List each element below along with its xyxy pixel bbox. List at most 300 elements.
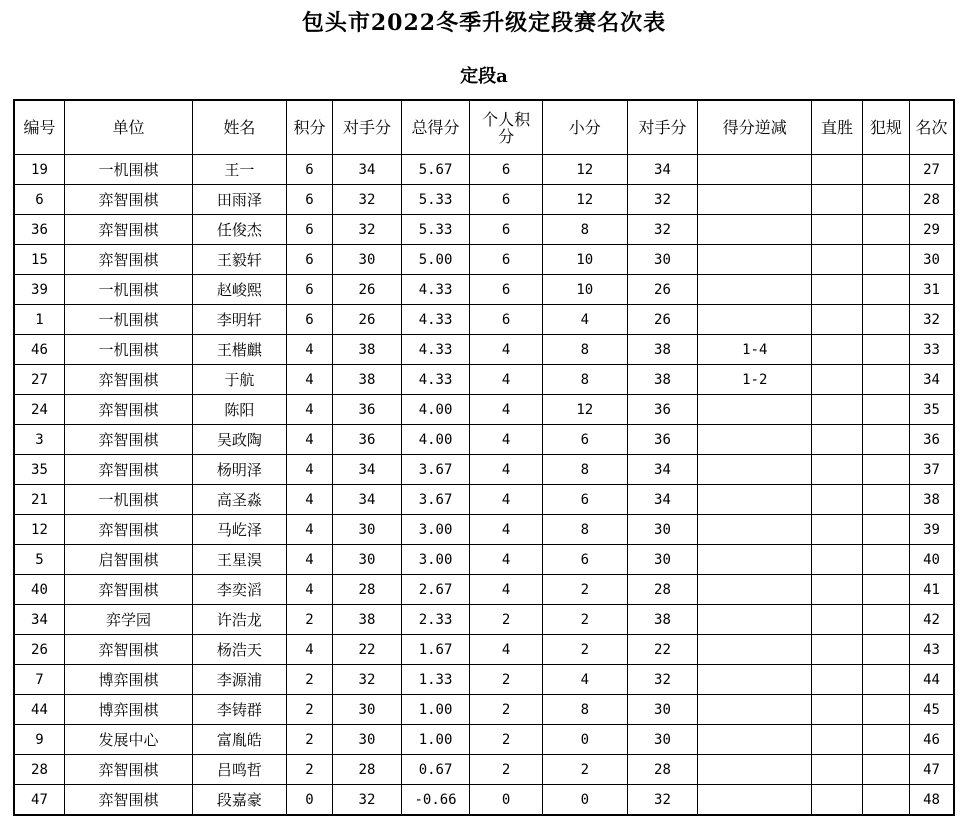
table-cell: 30 [627,245,698,275]
table-cell [812,305,862,335]
table-cell: 4 [286,545,332,575]
table-cell: 6 [286,275,332,305]
table-cell: 弈智围棋 [64,395,192,425]
table-cell [862,305,909,335]
table-cell: 4.33 [401,305,470,335]
table-cell [812,485,862,515]
table-cell: 1-2 [698,365,812,395]
table-cell: 36 [333,425,402,455]
table-cell: 4 [470,515,543,545]
table-cell [862,755,909,785]
table-cell: 2 [470,665,543,695]
table-cell: 4.33 [401,365,470,395]
table-row [14,605,954,635]
table-cell: 1.67 [401,635,470,665]
table-cell [812,605,862,635]
table-cell: 博弈围棋 [64,695,192,725]
table-cell [812,185,862,215]
table-cell: 44 [14,695,64,725]
table-cell: 弈智围棋 [64,785,192,816]
table-cell: 28 [333,755,402,785]
table-cell: 32 [910,305,954,335]
table-cell [862,485,909,515]
table-cell [812,245,862,275]
table-cell: 4 [542,305,627,335]
table-row [14,695,954,725]
table-cell: 杨浩天 [193,635,287,665]
table-cell: 5.00 [401,245,470,275]
table-cell: 李明轩 [193,305,287,335]
table-cell: 22 [627,635,698,665]
table-cell: 12 [14,515,64,545]
table-cell [812,575,862,605]
table-cell [862,215,909,245]
table-cell: 2 [470,755,543,785]
table-cell [698,575,812,605]
table-row [14,635,954,665]
table-cell: 2 [542,575,627,605]
table-cell: 34 [14,605,64,635]
table-cell: 弈智围棋 [64,755,192,785]
table-cell: 36 [627,425,698,455]
table-cell [698,485,812,515]
table-cell: 0 [542,785,627,816]
table-cell: 28 [627,755,698,785]
table-cell: 6 [470,155,543,185]
table-cell: 2 [470,605,543,635]
table-cell: 38 [627,365,698,395]
table-cell: 4 [286,635,332,665]
table-cell: 4 [470,365,543,395]
table-cell: 弈智围棋 [64,575,192,605]
table-cell [698,725,812,755]
table-cell: 41 [910,575,954,605]
table-cell: 弈智围棋 [64,635,192,665]
table-row [14,275,954,305]
table-cell: 李源浦 [193,665,287,695]
table-cell: 26 [627,275,698,305]
table-cell: 3.00 [401,515,470,545]
table-row [14,485,954,515]
table-cell: 任俊杰 [193,215,287,245]
table-cell: 0 [286,785,332,816]
table-cell: 38 [627,335,698,365]
table-header [14,100,954,155]
table-row [14,215,954,245]
table-row [14,245,954,275]
table-cell: 高圣淼 [193,485,287,515]
table-cell: 45 [910,695,954,725]
table-cell: 30 [910,245,954,275]
table-row [14,395,954,425]
col-header-rank: 名次 [910,100,954,155]
table-cell: 6 [542,425,627,455]
table-cell: 26 [333,305,402,335]
table-cell: 38 [333,605,402,635]
table-row [14,755,954,785]
table-cell: 4 [286,335,332,365]
table-cell: 35 [14,455,64,485]
table-cell: 弈智围棋 [64,185,192,215]
table-cell: 38 [627,605,698,635]
table-cell: 12 [542,155,627,185]
table-cell: 28 [627,575,698,605]
table-cell: 36 [333,395,402,425]
table-cell: 9 [14,725,64,755]
table-cell: 6 [286,185,332,215]
table-cell: 27 [14,365,64,395]
table-cell [698,515,812,545]
table-cell: 6 [542,545,627,575]
table-cell: 34 [333,485,402,515]
header-row [14,100,954,155]
table-cell: 32 [333,185,402,215]
table-cell: 2.67 [401,575,470,605]
table-cell [812,545,862,575]
table-cell: 陈阳 [193,395,287,425]
table-cell: 32 [333,215,402,245]
table-cell [812,515,862,545]
table-cell [812,275,862,305]
table-cell: 李铸群 [193,695,287,725]
table-cell: 弈学园 [64,605,192,635]
table-cell [812,215,862,245]
table-cell: 26 [14,635,64,665]
table-cell: 吕鸣哲 [193,755,287,785]
table-cell: 44 [910,665,954,695]
table-cell: 32 [627,185,698,215]
table-cell [812,665,862,695]
table-cell [862,725,909,755]
table-cell: 一机围棋 [64,485,192,515]
table-cell: 4 [470,575,543,605]
table-cell [698,245,812,275]
table-cell [812,725,862,755]
col-header-head-to-head: 直胜 [812,100,862,155]
table-cell: 46 [910,725,954,755]
table-cell: 30 [333,545,402,575]
table-cell: 1.33 [401,665,470,695]
table-cell: 38 [333,365,402,395]
table-row [14,545,954,575]
table-cell [698,425,812,455]
table-cell: 38 [333,335,402,365]
table-body [14,155,954,816]
table-cell: 弈智围棋 [64,515,192,545]
table-cell: 38 [910,485,954,515]
table-cell: 30 [333,695,402,725]
table-cell: 4 [286,575,332,605]
table-cell [862,425,909,455]
table-cell: 4 [470,635,543,665]
table-cell: 36 [910,425,954,455]
table-cell [862,635,909,665]
table-cell: 4.33 [401,275,470,305]
table-cell: 4 [470,395,543,425]
table-cell: 赵峻熙 [193,275,287,305]
table-cell: 39 [910,515,954,545]
table-cell: 6 [470,245,543,275]
table-cell [812,155,862,185]
table-cell: 37 [910,455,954,485]
table-cell: 弈智围棋 [64,245,192,275]
table-cell: 6 [470,215,543,245]
col-header-points: 积分 [286,100,332,155]
table-cell: 40 [910,545,954,575]
table-cell: 6 [14,185,64,215]
table-cell: 王毅轩 [193,245,287,275]
col-header-name: 姓名 [193,100,287,155]
table-row [14,575,954,605]
col-header-opponent-score: 对手分 [333,100,402,155]
table-cell: 2 [542,635,627,665]
table-cell: 王楷麒 [193,335,287,365]
table-cell: 30 [333,725,402,755]
table-cell: 3.67 [401,455,470,485]
table-row [14,335,954,365]
table-cell: 一机围棋 [64,305,192,335]
table-cell: 于航 [193,365,287,395]
table-cell: 10 [542,245,627,275]
table-cell: 35 [910,395,954,425]
table-cell: 王星淏 [193,545,287,575]
table-cell: 4 [286,365,332,395]
table-cell [812,365,862,395]
table-cell: 0 [470,785,543,816]
table-cell [862,365,909,395]
table-cell [698,755,812,785]
table-cell [812,785,862,816]
table-cell: 2 [286,665,332,695]
table-cell: 40 [14,575,64,605]
table-cell: 杨明泽 [193,455,287,485]
table-cell: 2 [286,605,332,635]
table-cell [862,335,909,365]
table-cell [862,545,909,575]
table-cell: 田雨泽 [193,185,287,215]
table-cell [862,695,909,725]
table-cell [862,665,909,695]
col-header-sub-score: 小分 [542,100,627,155]
table-row [14,155,954,185]
table-cell [698,635,812,665]
table-cell: 段嘉豪 [193,785,287,816]
table-cell: 马屹泽 [193,515,287,545]
table-cell [862,575,909,605]
table-cell [698,545,812,575]
table-cell: 0 [542,725,627,755]
table-cell: 30 [627,545,698,575]
table-cell: 1.00 [401,725,470,755]
table-cell: 7 [14,665,64,695]
table-row [14,185,954,215]
table-cell [862,275,909,305]
col-header-opponent-score-2: 对手分 [627,100,698,155]
table-cell: 5 [14,545,64,575]
table-row [14,365,954,395]
table-cell: 博弈围棋 [64,665,192,695]
table-cell: 34 [333,455,402,485]
table-cell: 2 [542,605,627,635]
table-cell: 39 [14,275,64,305]
table-cell: 46 [14,335,64,365]
table-cell: 32 [333,785,402,816]
table-cell [862,395,909,425]
table-cell [862,605,909,635]
table-cell: 5.33 [401,215,470,245]
table-cell: 15 [14,245,64,275]
table-cell: 一机围棋 [64,275,192,305]
table-cell: 王一 [193,155,287,185]
table-cell [862,245,909,275]
table-cell: 6 [286,215,332,245]
table-cell: 1 [14,305,64,335]
table-cell: 30 [333,245,402,275]
table-cell: 发展中心 [64,725,192,755]
table-cell: 一机围棋 [64,155,192,185]
table-cell [862,185,909,215]
table-cell: 48 [910,785,954,816]
table-cell [812,755,862,785]
table-cell: 12 [542,185,627,215]
table-row [14,305,954,335]
table-cell: 6 [286,305,332,335]
table-cell: 4 [470,335,543,365]
table-row [14,725,954,755]
table-cell: 42 [910,605,954,635]
table-cell: 4 [470,425,543,455]
table-cell [862,455,909,485]
col-header-total-score: 总得分 [401,100,470,155]
table-cell: 弈智围棋 [64,215,192,245]
table-cell: 1-4 [698,335,812,365]
table-cell [698,695,812,725]
table-cell: 47 [14,785,64,816]
table-cell: 8 [542,335,627,365]
table-cell [862,515,909,545]
table-cell: -0.66 [401,785,470,816]
table-cell: 3 [14,425,64,455]
col-header-unit: 单位 [64,100,192,155]
table-cell: 许浩龙 [193,605,287,635]
ranking-table-container [13,99,955,816]
table-cell: 32 [627,215,698,245]
table-row [14,785,954,816]
document-title: 包头市2022冬季升级定段赛名次表 [301,10,667,36]
table-cell: 2 [542,755,627,785]
table-cell: 李奕滔 [193,575,287,605]
table-cell [812,695,862,725]
table-cell: 一机围棋 [64,335,192,365]
table-cell: 4 [286,455,332,485]
table-cell: 2 [470,695,543,725]
table-cell [698,155,812,185]
table-cell: 3.67 [401,485,470,515]
ranking-table [13,99,955,816]
table-cell [698,215,812,245]
table-cell: 22 [333,635,402,665]
table-cell: 启智围棋 [64,545,192,575]
table-row [14,425,954,455]
table-cell: 30 [627,695,698,725]
table-cell: 19 [14,155,64,185]
table-cell: 4 [286,485,332,515]
table-row [14,455,954,485]
col-header-fouls: 犯规 [862,100,909,155]
table-cell: 36 [14,215,64,245]
table-cell: 6 [470,275,543,305]
table-cell: 26 [627,305,698,335]
table-cell: 4 [470,455,543,485]
table-cell [698,785,812,816]
table-cell: 30 [333,515,402,545]
table-cell [812,395,862,425]
table-cell: 4.00 [401,425,470,455]
table-cell [812,635,862,665]
table-cell [698,665,812,695]
table-cell: 3.00 [401,545,470,575]
table-cell: 34 [627,485,698,515]
table-cell: 4.33 [401,335,470,365]
table-cell: 10 [542,275,627,305]
table-cell: 5.33 [401,185,470,215]
table-cell: 弈智围棋 [64,425,192,455]
table-cell: 34 [627,155,698,185]
table-cell: 弈智围棋 [64,455,192,485]
table-cell [862,155,909,185]
table-cell: 30 [627,725,698,755]
table-cell: 32 [627,665,698,695]
table-cell [812,455,862,485]
table-cell: 34 [333,155,402,185]
table-cell: 吴政陶 [193,425,287,455]
table-cell [698,185,812,215]
table-cell [698,455,812,485]
table-cell: 6 [542,485,627,515]
table-cell: 33 [910,335,954,365]
table-cell: 28 [14,755,64,785]
table-cell: 29 [910,215,954,245]
table-cell: 8 [542,515,627,545]
table-cell [698,605,812,635]
table-cell: 1.00 [401,695,470,725]
table-cell: 5.67 [401,155,470,185]
table-cell: 富胤皓 [193,725,287,755]
table-cell: 4 [542,665,627,695]
table-cell: 36 [627,395,698,425]
table-cell [698,275,812,305]
table-row [14,515,954,545]
table-cell: 30 [627,515,698,545]
col-header-tiebreak: 得分逆减 [698,100,812,155]
table-cell: 6 [470,305,543,335]
table-cell [812,425,862,455]
table-cell: 2 [286,755,332,785]
table-cell: 32 [333,665,402,695]
table-cell: 2 [286,695,332,725]
table-cell: 6 [286,155,332,185]
table-cell: 4.00 [401,395,470,425]
table-cell: 12 [542,395,627,425]
table-cell: 34 [627,455,698,485]
table-cell: 31 [910,275,954,305]
table-cell: 4 [286,395,332,425]
table-cell: 4 [470,485,543,515]
table-cell: 43 [910,635,954,665]
table-cell: 2 [286,725,332,755]
table-cell: 4 [286,515,332,545]
table-cell: 26 [333,275,402,305]
